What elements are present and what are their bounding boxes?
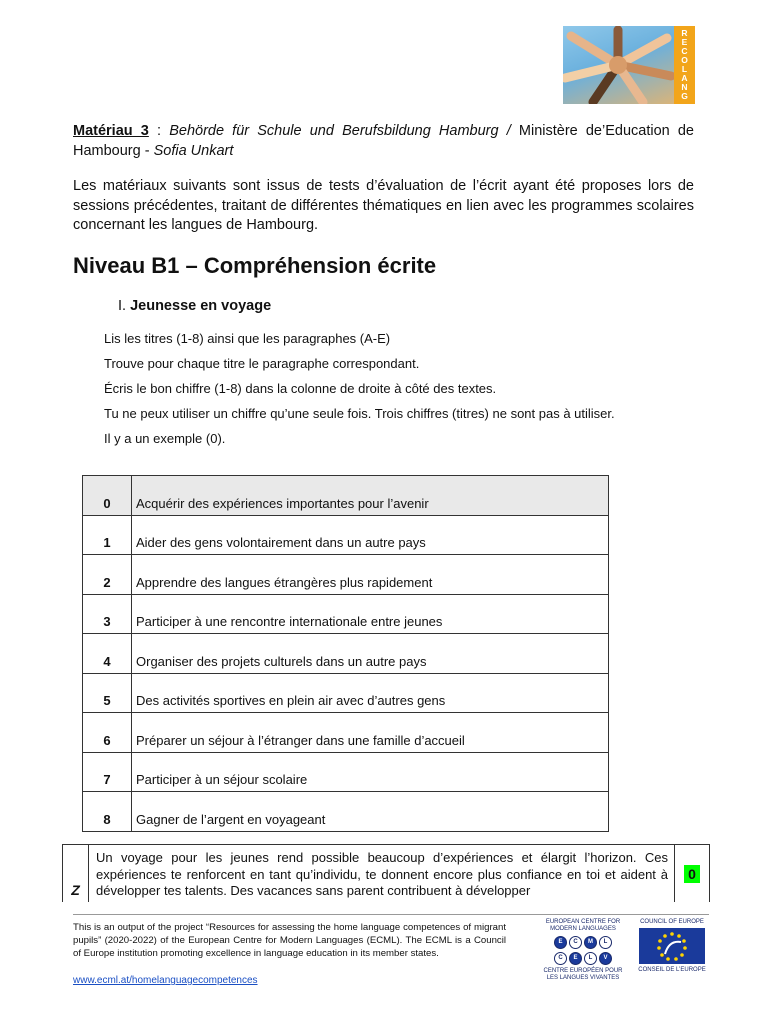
instruction-line: Il y a un exemple (0).: [104, 431, 226, 446]
source-org: Behörde für Schule und Berufsbildung Hamburg /: [169, 123, 511, 139]
coe-top-text: COUNCIL OF EUROPE: [640, 919, 704, 925]
page-title: Niveau B1 – Compréhension écrite: [73, 253, 437, 278]
title-text: Aider des gens volontairement dans un autre pays: [132, 515, 609, 555]
table-row: [83, 594, 609, 634]
title-number: 3: [83, 594, 132, 634]
title-text: Préparer un séjour à l’étranger dans une famille d’accueil: [132, 713, 609, 753]
intro-paragraph: Les matériaux suivants sont issus de tests d’évaluation de l’écrit ayant été proposes lors de sessions précédentes, traitant de différentes thématiques en lien avec les programmes scolaires concernant les langues de Hambourg.: [73, 178, 694, 233]
table-row: [83, 792, 609, 832]
title-number: 0: [83, 476, 132, 516]
ecml-bottom-text: CENTRE EUROPÉEN POUR LES LANGUES VIVANTES: [543, 968, 623, 981]
instructions: [104, 330, 615, 455]
paragraph-letter: Z: [63, 845, 89, 902]
coe-flag: [639, 928, 705, 964]
table-row: [83, 515, 609, 555]
title-text: Organiser des projets culturels dans un autre pays: [132, 634, 609, 674]
title-number: 1: [83, 515, 132, 555]
coe-bottom-text: CONSEIL DE L’EUROPE: [638, 967, 706, 973]
source-author: Sofia Unkart: [153, 143, 234, 159]
table-row: [83, 752, 609, 792]
title-text: Apprendre des langues étrangères plus rapidement: [132, 555, 609, 595]
table-row: [83, 673, 609, 713]
paragraph-text: Un voyage pour les jeunes rend possible beaucoup d’expériences et élargit l’horizon. Ces expériences te renforcent en tant qu’individu, te donnent encore plus confiance en toi et aident à développer tes talents. Des vacances sans parent contribuent à développer: [96, 850, 668, 898]
source-line: Matériau 3 : Behörde für Schule und Berufsbildung Hamburg / Ministère de’Education de Hambourg - Sofia Unkart: [73, 123, 694, 159]
section-title: I. Jeunesse en voyage: [118, 298, 272, 314]
council-of-europe-logo: [636, 919, 708, 979]
footer-text: This is an output of the project “Resources for assessing the home language competences of migrant pupils” (2020-2022) of the European Centre for Modern Languages (ECML). The ECML is a Council of Europe institution promoting excellence in language education in its member states.: [73, 922, 506, 959]
recolang-letters: R E C O L A N G: [674, 26, 695, 104]
table-row: [83, 634, 609, 674]
instruction-line: Trouve pour chaque titre le paragraphe correspondant.: [104, 356, 420, 371]
answer-cell[interactable]: [674, 845, 709, 902]
title-text: Participer à une rencontre internationale entre jeunes: [132, 594, 609, 634]
title-text: Acquérir des expériences importantes pour l’avenir: [132, 476, 609, 516]
title-number: 2: [83, 555, 132, 595]
title-number: 6: [83, 713, 132, 753]
recolang-logo: [563, 26, 695, 104]
title-text: Gagner de l’argent en voyageant: [132, 792, 609, 832]
titles-table: [82, 475, 609, 832]
instruction-line: Écris le bon chiffre (1-8) dans la colonne de droite à côté des textes.: [104, 381, 497, 396]
hands-photo: [563, 26, 674, 104]
table-row: [83, 476, 609, 516]
ecml-top-text: EUROPEAN CENTRE FOR MODERN LANGUAGES: [545, 919, 621, 932]
material-label: Matériau 3: [73, 123, 149, 139]
paragraph-box: [62, 844, 710, 902]
title-number: 4: [83, 634, 132, 674]
title-text: Participer à un séjour scolaire: [132, 752, 609, 792]
title-number: 7: [83, 752, 132, 792]
title-number: 5: [83, 673, 132, 713]
answer-value: 0: [684, 865, 700, 883]
footer-link[interactable]: www.ecml.at/homelanguagecompetences: [73, 975, 258, 986]
table-row: [83, 713, 609, 753]
title-number: 8: [83, 792, 132, 832]
instruction-line: Lis les titres (1-8) ainsi que les paragraphes (A-E): [104, 331, 391, 346]
instruction-line: Tu ne peux utiliser un chiffre qu’une seule fois. Trois chiffres (titres) ne sont pas à utiliser.: [104, 406, 615, 421]
ecml-logo: EUROPEAN CENTRE FOR MODERN LANGUAGES E C M L C E L V CENTRE EUROPÉEN POUR LES LANGUES VIVANTES: [543, 919, 623, 981]
title-text: Des activités sportives en plein air avec d’autres gens: [132, 673, 609, 713]
table-row: [83, 555, 609, 595]
footer-divider: [73, 914, 709, 915]
